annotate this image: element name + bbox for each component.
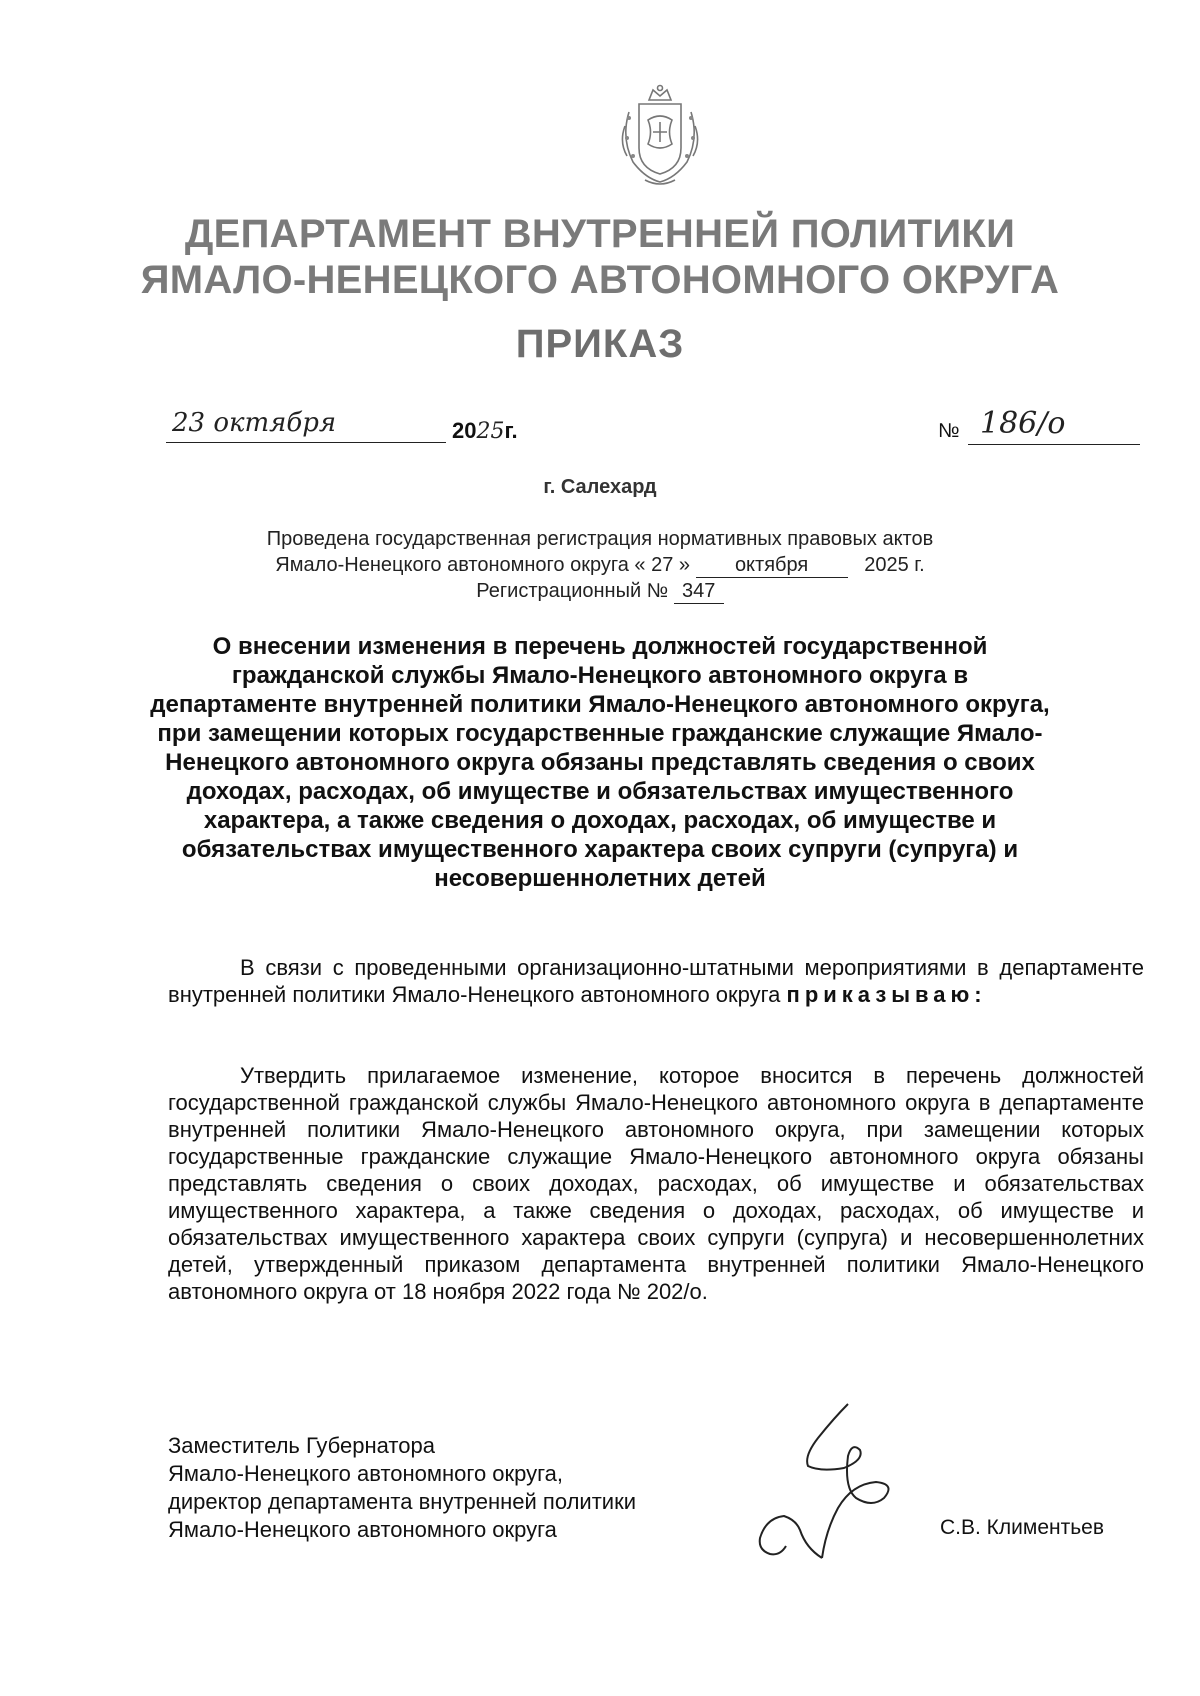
- signer-position-line2: Ямало-Ненецкого автономного округа,: [168, 1461, 564, 1486]
- order-number-handwritten: 186/о: [980, 406, 1066, 441]
- registration-line3: [0, 580, 1200, 604]
- preamble-text: В связи с проведенными организационно-штатными мероприятиями в департаменте внутренней политики Ямало-Ненецкого автономного округа: [168, 955, 1144, 1007]
- number-underline: [968, 444, 1140, 445]
- order-word: приказываю:: [786, 982, 987, 1007]
- registration-line2-prefix: Ямало-Ненецкого автономного округа «: [275, 554, 646, 576]
- document-type: ПРИКАЗ: [515, 322, 685, 366]
- registration-line2: [0, 554, 1200, 578]
- year-handwritten: 25: [476, 419, 505, 444]
- preamble-paragraph: [168, 954, 1144, 1008]
- order-number-label: №: [938, 420, 960, 442]
- coat-of-arms-emblem: [615, 82, 705, 190]
- registration-number: 347: [674, 580, 724, 604]
- signer-position-line1: Заместитель Губернатора: [168, 1433, 435, 1458]
- signer-name: С.В. Климентьев: [940, 1516, 1105, 1539]
- department-name-line2: ЯМАЛО-НЕНЕЦКОГО АВТОНОМНОГО ОКРУГА: [140, 258, 1060, 302]
- registration-day: 27: [651, 554, 674, 576]
- order-paragraph: Утвердить прилагаемое изменение, которое вносится в перечень должностей государственной гражданской службы Ямало-Ненецкого автономного округа в департаменте внутренней политики Ямало-Ненецкого автономного округа, при замещении которых государственные гражданские служащие Ямало-Ненецкого автономного округа обязаны представлять сведения о своих доходах, расходах, об имуществе и обязательствах имущественного характера, а также сведения о доходах, расходах, об имуществе и обязательствах имущественного характера своих супруги (супруга) и несовершеннолетних детей, утвержденный приказом департамента внутренней политики Ямало-Ненецкого автономного округа от 18 ноября 2022 года № 202/о.: [168, 1063, 1144, 1304]
- year-suffix: г.: [504, 418, 518, 443]
- city: г. Салехард: [543, 476, 657, 498]
- registration-line1: Проведена государственная регистрация нормативных правовых актов: [266, 528, 934, 550]
- order-date-handwritten: 23 октября: [172, 408, 337, 438]
- registration-month: октября: [696, 554, 848, 578]
- signer-position-line3: директор департамента внутренней политики: [168, 1489, 636, 1514]
- signer-position: [168, 1432, 636, 1544]
- year-prefix: 20: [452, 418, 477, 443]
- signer-position-line4: Ямало-Ненецкого автономного округа: [168, 1517, 557, 1542]
- order-year: [452, 418, 518, 444]
- registration-line2-mid: »: [678, 554, 691, 576]
- document-title: О внесении изменения в перечень должностей государственной гражданской службы Ямало-Ненецкого автономного округа в департаменте внутренней политики Ямало-Ненецкого автономного округа, при замещении которых государственные гражданские служащие Ямало-Ненецкого автономного округа обязаны представлять сведения о своих доходах, расходах, об имуществе и обязательствах имущественного характера, а также сведения о доходах, расходах, об имуществе и обязательствах имущественного характера своих супруги (супруга) и несовершеннолетних детей: [150, 633, 1050, 892]
- date-underline: [166, 442, 446, 443]
- registration-number-label: Регистрационный №: [476, 580, 669, 602]
- department-name-line1: ДЕПАРТАМЕНТ ВНУТРЕННЕЙ ПОЛИТИКИ: [184, 212, 1016, 256]
- handwritten-signature: [756, 1398, 936, 1580]
- registration-year: 2025 г.: [864, 554, 925, 576]
